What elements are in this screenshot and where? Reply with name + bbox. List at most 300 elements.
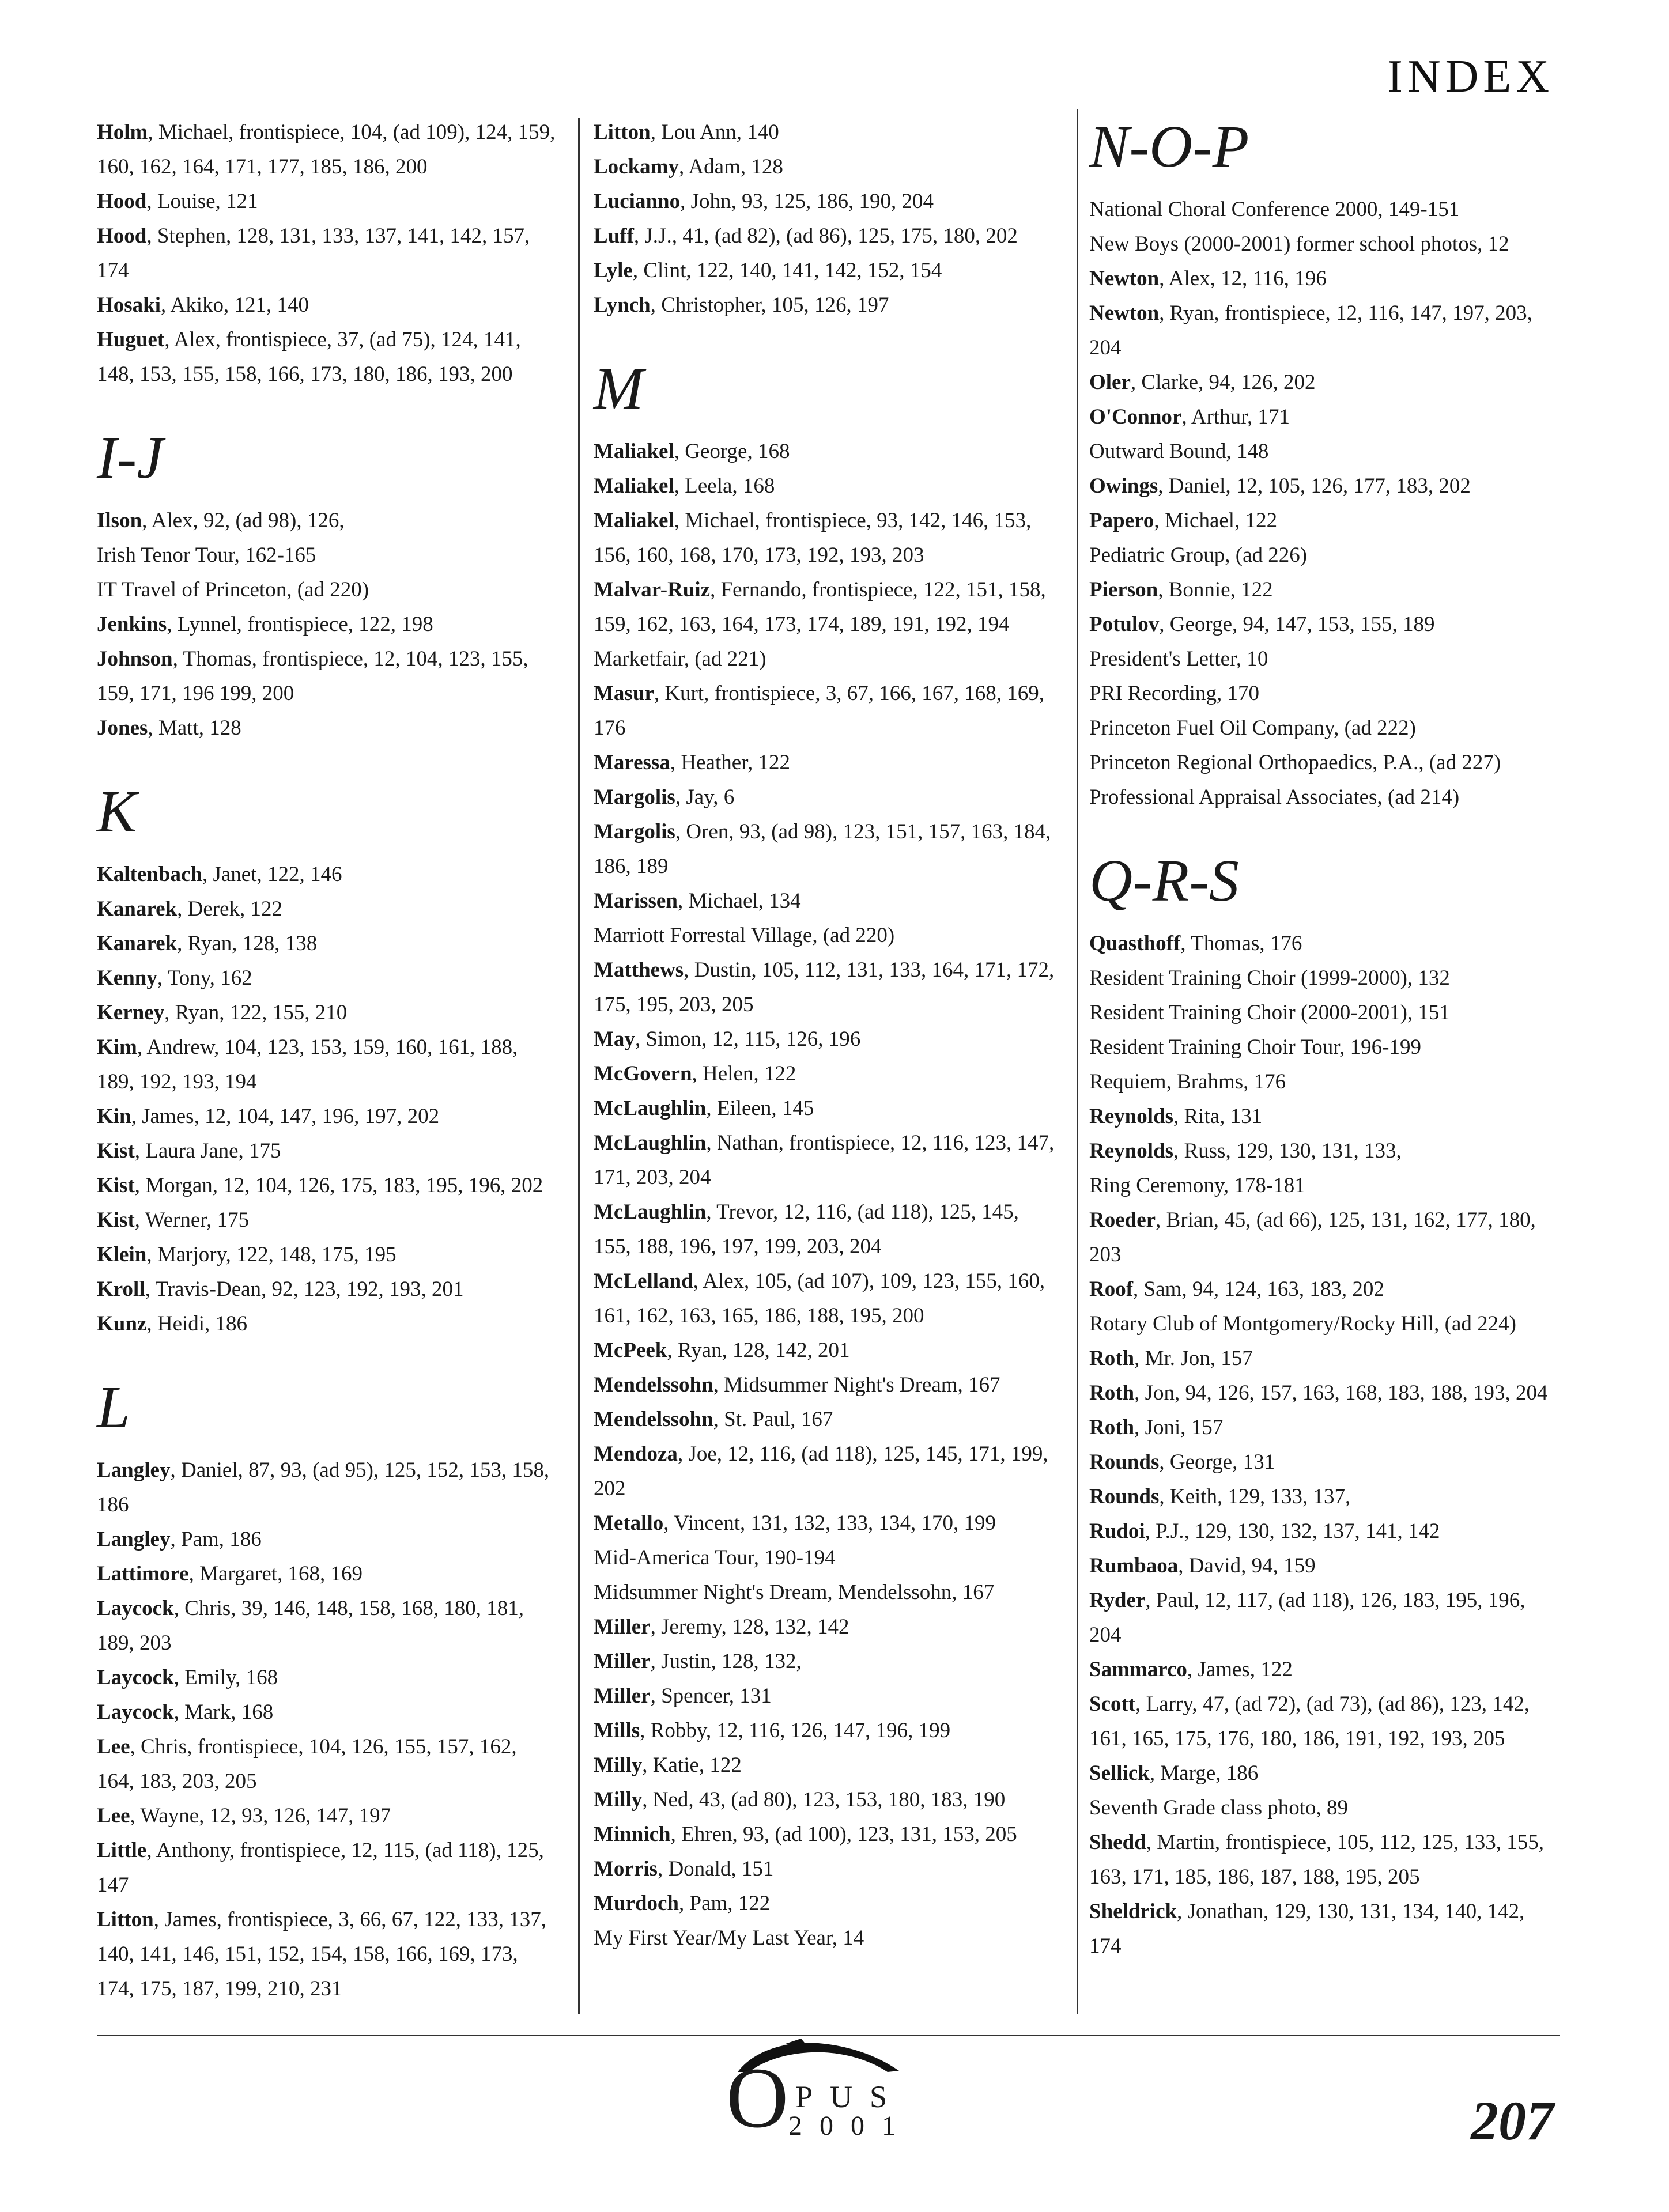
entry-surname: Sheldrick	[1089, 1900, 1177, 1923]
index-entry	[1089, 1445, 1550, 1480]
entry-surname: Litton	[97, 1908, 154, 1931]
entry-surname: May	[594, 1027, 635, 1051]
entry-details: , James, frontispiece, 3, 66, 67, 122, 133, 137, 140, 141, 146, 151, 152, 154, 158, 166, 169, 173, 174, 175, 187, 199, 210, 231	[97, 1908, 547, 2001]
index-entry	[1089, 780, 1550, 815]
entry-surname: Reynolds	[1089, 1105, 1173, 1128]
entry-surname: Mendoza	[594, 1442, 678, 1466]
index-entry	[1089, 1065, 1550, 1099]
entry-surname: Laycock	[97, 1700, 174, 1724]
index-entry	[97, 1272, 558, 1307]
entry-details: , Werner, 175	[134, 1208, 250, 1232]
entry-details: , Ryan, 128, 142, 201	[667, 1338, 850, 1362]
entry-surname: O'Connor	[1089, 405, 1182, 429]
entry-details: Professional Appraisal Associates, (ad 214)	[1089, 785, 1460, 809]
entry-details: , Ehren, 93, (ad 100), 123, 131, 153, 205	[670, 1822, 1017, 1846]
index-entry	[97, 184, 558, 219]
entry-surname: Laycock	[97, 1597, 174, 1620]
entry-surname: Klein	[97, 1243, 147, 1266]
index-entry	[97, 1099, 558, 1134]
index-heading: INDEX	[1387, 51, 1554, 102]
entry-details: , Joni, 157	[1134, 1416, 1224, 1439]
index-entry	[1089, 961, 1550, 996]
entry-details: , George, 94, 147, 153, 155, 189	[1159, 612, 1435, 636]
index-entry	[594, 1402, 1055, 1437]
index-entry	[594, 1506, 1055, 1541]
entry-details: My First Year/My Last Year, 14	[594, 1926, 864, 1950]
entry-surname: Kist	[97, 1174, 135, 1197]
index-entry	[1089, 434, 1550, 469]
entry-details: , Pam, 122	[679, 1892, 771, 1915]
index-entry	[594, 434, 1055, 469]
index-entry	[1089, 1307, 1550, 1341]
entry-surname: Kunz	[97, 1312, 147, 1336]
entry-details: , Jonathan, 129, 130, 131, 134, 140, 142, 174	[1089, 1900, 1525, 1958]
entry-surname: Lockamy	[594, 155, 679, 179]
entry-surname: Reynolds	[1089, 1139, 1173, 1163]
index-entry	[1089, 1653, 1550, 1687]
index-entry	[594, 953, 1055, 1022]
index-entry	[594, 254, 1055, 288]
index-entry	[97, 927, 558, 961]
entry-details: Midsummer Night's Dream, Mendelssohn, 167	[594, 1580, 995, 1604]
entry-details: New Boys (2000-2001) former school photos, 12	[1089, 232, 1509, 256]
entry-surname: Jones	[97, 716, 148, 740]
entry-surname: Miller	[594, 1684, 651, 1708]
index-entry	[97, 607, 558, 642]
entry-surname: Matthews	[594, 958, 684, 982]
entry-surname: Hood	[97, 190, 147, 213]
entry-details: , Thomas, 176	[1180, 932, 1302, 955]
entry-surname: Lattimore	[97, 1562, 189, 1586]
logo-word: PUS	[795, 2079, 905, 2114]
entry-details: Princeton Regional Orthopaedics, P.A., (ad 227)	[1089, 751, 1501, 774]
entry-details: , David, 94, 159	[1178, 1554, 1316, 1578]
index-entry	[97, 573, 558, 607]
logo-year: 2001	[788, 2111, 913, 2141]
entry-surname: Kanarek	[97, 897, 178, 921]
entry-details: , Lou Ann, 140	[650, 120, 779, 144]
entry-details: , Pam, 186	[170, 1527, 262, 1551]
index-entry	[97, 323, 558, 392]
entry-details: , Chris, frontispiece, 104, 126, 155, 157, 162, 164, 183, 203, 205	[97, 1735, 517, 1793]
entry-details: , Oren, 93, (ad 98), 123, 151, 157, 163, 184, 186, 189	[594, 820, 1051, 878]
index-entry	[594, 884, 1055, 918]
entry-surname: Newton	[1089, 301, 1160, 325]
entry-details: , Joe, 12, 116, (ad 118), 125, 145, 171, 199, 202	[594, 1442, 1048, 1500]
entry-details: , Derek, 122	[177, 897, 283, 921]
entry-details: , Alex, 12, 116, 196	[1159, 267, 1327, 290]
index-entry	[594, 1333, 1055, 1368]
entry-details: , Alex, 92, (ad 98), 126,	[142, 509, 345, 532]
entry-surname: Scott	[1089, 1692, 1136, 1716]
entry-details: , Janet, 122, 146	[202, 863, 342, 886]
entry-details: , Akiko, 121, 140	[161, 293, 309, 317]
entry-surname: Mendelssohn	[594, 1408, 713, 1431]
index-entry	[594, 746, 1055, 780]
entry-details: , Eileen, 145	[706, 1096, 814, 1120]
index-entry	[1089, 1549, 1550, 1583]
section-heading: M	[594, 356, 644, 422]
section-heading: I-J	[97, 425, 164, 491]
entry-surname: McLelland	[594, 1269, 693, 1293]
entry-details: , Ryan, frontispiece, 12, 116, 147, 197, 203, 204	[1089, 301, 1532, 360]
index-entry	[594, 504, 1055, 573]
entry-surname: Metallo	[594, 1511, 664, 1535]
entry-surname: McGovern	[594, 1062, 692, 1086]
index-entry	[1089, 1030, 1550, 1065]
index-entry	[97, 996, 558, 1030]
index-entry	[1089, 1341, 1550, 1376]
entry-details: , Katie, 122	[642, 1753, 742, 1777]
entry-surname: Roth	[1089, 1381, 1135, 1405]
entry-details: , James, 12, 104, 147, 196, 197, 202	[131, 1105, 440, 1128]
entry-details: , Ned, 43, (ad 80), 123, 153, 180, 183, 190	[642, 1788, 1006, 1812]
index-entry	[1089, 365, 1550, 400]
entry-surname: Oler	[1089, 370, 1131, 394]
entry-details: Outward Bound, 148	[1089, 440, 1269, 463]
index-entry	[594, 815, 1055, 884]
entry-surname: McLaughlin	[594, 1200, 707, 1224]
entry-details: , Heidi, 186	[146, 1312, 248, 1336]
index-entry	[594, 573, 1055, 642]
index-entry	[97, 219, 558, 288]
entry-details: , Mr. Jon, 157	[1134, 1347, 1253, 1370]
index-entry	[1089, 711, 1550, 746]
entry-details: , Wayne, 12, 93, 126, 147, 197	[130, 1804, 391, 1828]
entry-surname: Lee	[97, 1735, 130, 1759]
entry-details: , Thomas, frontispiece, 12, 104, 123, 155, 159, 171, 196 199, 200	[97, 647, 528, 705]
index-entry	[1089, 1203, 1550, 1272]
index-entry	[594, 1368, 1055, 1402]
section-heading: K	[97, 778, 137, 845]
index-entry	[594, 1022, 1055, 1057]
entry-surname: McPeek	[594, 1338, 667, 1362]
entry-surname: Quasthoff	[1089, 932, 1181, 955]
entry-surname: Lucianno	[594, 190, 681, 213]
index-entry	[594, 1575, 1055, 1610]
entry-surname: Margolis	[594, 820, 675, 844]
index-entry	[97, 892, 558, 927]
entry-surname: Shedd	[1089, 1831, 1146, 1854]
entry-surname: Maliakel	[594, 474, 674, 498]
entry-details: , Heather, 122	[670, 751, 791, 774]
entry-surname: Owings	[1089, 474, 1158, 498]
entry-surname: Ryder	[1089, 1589, 1146, 1612]
entry-details: , Ryan, 128, 138	[177, 932, 318, 955]
entry-surname: Kaltenbach	[97, 863, 202, 886]
index-entry	[594, 1057, 1055, 1091]
index-entry	[1089, 1583, 1550, 1653]
index-entry	[594, 1748, 1055, 1783]
index-entry	[97, 961, 558, 996]
entry-surname: Laycock	[97, 1666, 174, 1689]
entry-surname: Johnson	[97, 647, 173, 671]
entry-details: , Andrew, 104, 123, 153, 159, 160, 161, 188, 189, 192, 193, 194	[97, 1035, 518, 1094]
index-entry	[1089, 1411, 1550, 1445]
index-entry	[1089, 192, 1550, 227]
entry-surname: Roth	[1089, 1347, 1135, 1370]
entry-surname: Ilson	[97, 509, 142, 532]
entry-details: Pediatric Group, (ad 226)	[1089, 543, 1308, 567]
entry-surname: Sellick	[1089, 1761, 1150, 1785]
entry-details: , J.J., 41, (ad 82), (ad 86), 125, 175, 180, 202	[633, 224, 1018, 248]
entry-surname: Kin	[97, 1105, 131, 1128]
entry-surname: Newton	[1089, 267, 1160, 290]
entry-surname: Minnich	[594, 1822, 671, 1846]
entry-details: , Tony, 162	[157, 966, 252, 990]
index-entry	[97, 1799, 558, 1833]
entry-details: , Fernando, frontispiece, 122, 151, 158, 159, 162, 163, 164, 173, 174, 189, 191, 192, 194	[594, 578, 1046, 636]
entry-surname: Miller	[594, 1650, 651, 1673]
entry-details: , Nathan, frontispiece, 12, 116, 123, 147, 171, 203, 204	[594, 1131, 1055, 1189]
index-entry	[594, 1644, 1055, 1679]
index-entry	[97, 1203, 558, 1238]
entry-surname: Jenkins	[97, 612, 167, 636]
entry-surname: Murdoch	[594, 1892, 679, 1915]
index-entry	[97, 1030, 558, 1099]
index-entry	[97, 1557, 558, 1591]
index-entry	[1089, 573, 1550, 607]
entry-surname: Rumbaoa	[1089, 1554, 1179, 1578]
entry-details: , Michael, frontispiece, 104, (ad 109), 124, 159, 160, 162, 164, 171, 177, 185, 186, 200	[97, 120, 556, 179]
index-entry	[97, 1169, 558, 1203]
index-entry	[1089, 1687, 1550, 1756]
index-entry	[594, 642, 1055, 676]
index-entry	[97, 1903, 558, 2006]
entry-details: , Vincent, 131, 132, 133, 134, 170, 199	[663, 1511, 996, 1535]
entry-details: , Sam, 94, 124, 163, 183, 202	[1133, 1277, 1384, 1301]
entry-details: , James, 122	[1187, 1658, 1293, 1681]
entry-details: , Kurt, frontispiece, 3, 67, 166, 167, 168, 169, 176	[594, 682, 1045, 740]
entry-details: Ring Ceremony, 178-181	[1089, 1174, 1305, 1197]
entry-surname: Holm	[97, 120, 148, 144]
index-entry	[594, 219, 1055, 254]
entry-details: , Ryan, 122, 155, 210	[164, 1001, 348, 1024]
entry-surname: Maliakel	[594, 509, 674, 532]
index-entry	[594, 1921, 1055, 1956]
index-entry	[594, 1610, 1055, 1644]
entry-details: Irish Tenor Tour, 162-165	[97, 543, 316, 567]
index-entry	[594, 150, 1055, 184]
entry-details: , Marjory, 122, 148, 175, 195	[146, 1243, 397, 1266]
entry-details: , Simon, 12, 115, 126, 196	[635, 1027, 861, 1051]
entry-details: , Marge, 186	[1149, 1761, 1259, 1785]
entry-details: National Choral Conference 2000, 149-151	[1089, 198, 1460, 221]
entry-details: President's Letter, 10	[1089, 647, 1268, 671]
index-entry	[1089, 1272, 1550, 1307]
index-column-2	[594, 115, 1055, 1956]
index-entry	[97, 115, 558, 184]
entry-details: , Clint, 122, 140, 141, 142, 152, 154	[632, 259, 942, 282]
entry-surname: Mills	[594, 1719, 640, 1742]
index-entry	[97, 504, 558, 538]
entry-surname: Kim	[97, 1035, 137, 1059]
index-entry	[97, 1307, 558, 1341]
entry-details: , Leela, 168	[674, 474, 775, 498]
entry-details: , Martin, frontispiece, 105, 112, 125, 133, 155, 163, 171, 185, 186, 187, 188, 195, 205	[1089, 1831, 1544, 1889]
index-entry	[594, 1541, 1055, 1575]
entry-details: , Christopher, 105, 126, 197	[650, 293, 889, 317]
entry-surname: Maliakel	[594, 440, 674, 463]
entry-details: , P.J., 129, 130, 132, 137, 141, 142	[1145, 1519, 1440, 1543]
index-entry	[1089, 1756, 1550, 1791]
index-entry	[1089, 1514, 1550, 1549]
index-entry	[1089, 227, 1550, 262]
index-entry	[1089, 1169, 1550, 1203]
logo-letter: O	[726, 2050, 789, 2146]
entry-surname: Mendelssohn	[594, 1373, 713, 1397]
index-entry	[594, 1126, 1055, 1195]
entry-surname: Hood	[97, 224, 147, 248]
index-entry	[97, 538, 558, 573]
entry-surname: Hosaki	[97, 293, 161, 317]
index-entry	[594, 1195, 1055, 1264]
entry-details: , Chris, 39, 146, 148, 158, 168, 180, 181, 189, 203	[97, 1597, 524, 1655]
index-entry	[594, 1264, 1055, 1333]
entry-surname: Marissen	[594, 889, 678, 913]
entry-details: , Spencer, 131	[650, 1684, 772, 1708]
index-entry	[594, 1091, 1055, 1126]
entry-details: Resident Training Choir Tour, 196-199	[1089, 1035, 1421, 1059]
index-entry	[1089, 296, 1550, 365]
entry-surname: Malvar-Ruiz	[594, 578, 711, 602]
entry-details: , Paul, 12, 117, (ad 118), 126, 183, 195, 196, 204	[1089, 1589, 1525, 1647]
entry-details: , Michael, frontispiece, 93, 142, 146, 153, 156, 160, 168, 170, 173, 192, 193, 203	[594, 509, 1032, 567]
entry-surname: Lynch	[594, 293, 651, 317]
entry-details: , Matt, 128	[148, 716, 241, 740]
entry-details: , John, 93, 125, 186, 190, 204	[680, 190, 934, 213]
entry-details: Resident Training Choir (2000-2001), 151	[1089, 1001, 1450, 1024]
entry-details: , Mark, 168	[173, 1700, 274, 1724]
entry-details: IT Travel of Princeton, (ad 220)	[97, 578, 369, 602]
index-entry	[594, 1783, 1055, 1817]
index-entry	[1089, 1480, 1550, 1514]
index-entry	[1089, 1895, 1550, 1964]
entry-details: , Justin, 128, 132,	[650, 1650, 802, 1673]
entry-details: , Daniel, 87, 93, (ad 95), 125, 152, 153, 158, 186	[97, 1458, 550, 1517]
index-entry	[1089, 469, 1550, 504]
index-entry	[594, 115, 1055, 150]
index-entry	[594, 1852, 1055, 1886]
entry-surname: Milly	[594, 1753, 643, 1777]
entry-details: , Anthony, frontispiece, 12, 115, (ad 118), 125, 147	[97, 1839, 544, 1897]
entry-details: Marketfair, (ad 221)	[594, 647, 766, 671]
entry-surname: Kanarek	[97, 932, 178, 955]
index-entry	[97, 857, 558, 892]
index-entry	[1089, 1134, 1550, 1169]
entry-details: , Morgan, 12, 104, 126, 175, 183, 195, 196, 202	[134, 1174, 543, 1197]
index-entry	[594, 1679, 1055, 1714]
entry-surname: Little	[97, 1839, 147, 1862]
index-entry	[1089, 400, 1550, 434]
entry-surname: Margolis	[594, 785, 675, 809]
entry-details: , Keith, 129, 133, 137,	[1159, 1485, 1351, 1508]
entry-details: , Louise, 121	[146, 190, 258, 213]
index-entry	[1089, 746, 1550, 780]
entry-details: , Jon, 94, 126, 157, 163, 168, 183, 188, 193, 204	[1134, 1381, 1548, 1405]
entry-details: , Michael, 134	[677, 889, 801, 913]
entry-surname: Roeder	[1089, 1208, 1156, 1232]
index-entry	[1089, 1791, 1550, 1825]
index-entry	[97, 1591, 558, 1661]
section-heading: L	[97, 1374, 130, 1440]
entry-surname: Sammarco	[1089, 1658, 1187, 1681]
entry-surname: Pierson	[1089, 578, 1158, 602]
index-entry	[594, 1437, 1055, 1506]
entry-surname: Lyle	[594, 259, 633, 282]
entry-details: Rotary Club of Montgomery/Rocky Hill, (ad 224)	[1089, 1312, 1516, 1336]
index-entry	[1089, 607, 1550, 642]
entry-surname: McLaughlin	[594, 1096, 707, 1120]
entry-surname: Litton	[594, 120, 651, 144]
entry-surname: Langley	[97, 1527, 171, 1551]
entry-details: Seventh Grade class photo, 89	[1089, 1796, 1349, 1820]
index-entry	[594, 1817, 1055, 1852]
index-entry	[1089, 1825, 1550, 1895]
page-number: 207	[1471, 2090, 1554, 2151]
entry-details: Princeton Fuel Oil Company, (ad 222)	[1089, 716, 1416, 740]
entry-details: , Lynnel, frontispiece, 122, 198	[167, 612, 433, 636]
entry-details: , George, 131	[1159, 1450, 1275, 1474]
index-entry	[594, 1714, 1055, 1748]
index-entry	[594, 780, 1055, 815]
index-entry	[594, 184, 1055, 219]
entry-surname: McLaughlin	[594, 1131, 707, 1155]
entry-details: , Clarke, 94, 126, 202	[1130, 370, 1316, 394]
index-column-3	[1089, 115, 1550, 1964]
entry-surname: Masur	[594, 682, 654, 705]
index-entry	[1089, 1376, 1550, 1411]
entry-surname: Miller	[594, 1615, 651, 1639]
entry-surname: Huguet	[97, 328, 165, 351]
index-entry	[1089, 927, 1550, 961]
column-divider	[578, 118, 580, 2014]
entry-details: , Midsummer Night's Dream, 167	[713, 1373, 1000, 1397]
column-divider	[1077, 109, 1078, 2014]
entry-surname: Kist	[97, 1208, 135, 1232]
index-entry	[594, 918, 1055, 953]
entry-surname: Maressa	[594, 751, 670, 774]
index-entry	[1089, 642, 1550, 676]
entry-details: , Donald, 151	[657, 1857, 774, 1881]
entry-details: , Adam, 128	[679, 155, 783, 179]
entry-details: , Robby, 12, 116, 126, 147, 196, 199	[640, 1719, 951, 1742]
index-entry	[97, 1522, 558, 1557]
entry-details: , Michael, 122	[1154, 509, 1278, 532]
index-entry	[1089, 262, 1550, 296]
entry-details: , Stephen, 128, 131, 133, 137, 141, 142, 157, 174	[97, 224, 530, 282]
entry-details: , Russ, 129, 130, 131, 133,	[1173, 1139, 1402, 1163]
index-column-1	[97, 115, 558, 2006]
index-entry	[594, 469, 1055, 504]
entry-surname: Milly	[594, 1788, 643, 1812]
entry-surname: Roof	[1089, 1277, 1134, 1301]
entry-details: , Bonnie, 122	[1158, 578, 1273, 602]
entry-details: , Laura Jane, 175	[134, 1139, 281, 1163]
entry-details: Mid-America Tour, 190-194	[594, 1546, 836, 1570]
entry-surname: Kenny	[97, 966, 157, 990]
entry-details: , Brian, 45, (ad 66), 125, 131, 162, 177, 180, 203	[1089, 1208, 1536, 1266]
index-entry	[97, 1661, 558, 1695]
entry-details: , George, 168	[674, 440, 790, 463]
entry-surname: Morris	[594, 1857, 658, 1881]
entry-surname: Rudoi	[1089, 1519, 1145, 1543]
index-entry	[97, 1238, 558, 1272]
index-entry	[97, 288, 558, 323]
entry-surname: Potulov	[1089, 612, 1160, 636]
section-heading: N-O-P	[1089, 114, 1249, 180]
entry-surname: Rounds	[1089, 1485, 1160, 1508]
